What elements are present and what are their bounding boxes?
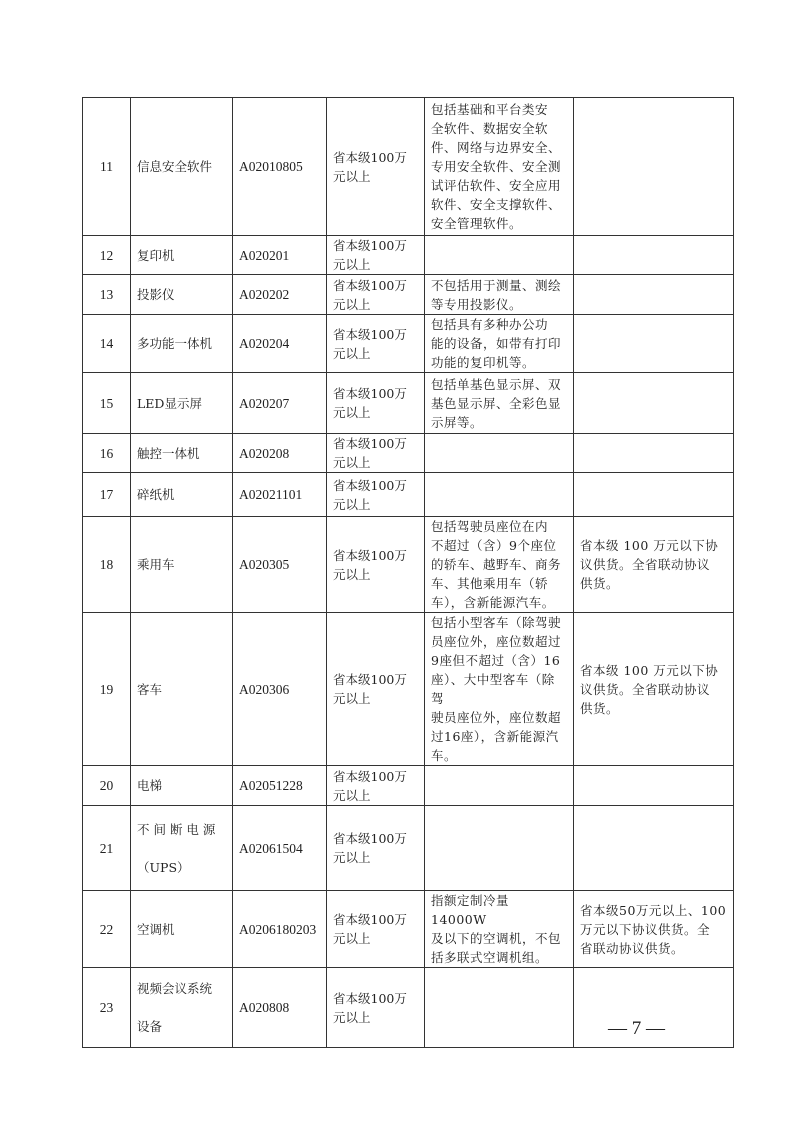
note-cell [574,473,734,517]
item-number-cell: 17 [83,473,131,517]
threshold-cell: 省本级100万 元以上 [327,434,425,473]
page-number: — 7 — [608,1018,665,1039]
item-code-cell: A02051228 [233,766,327,806]
item-code-cell: A020204 [233,315,327,373]
table-row [83,891,734,968]
note-cell [574,315,734,373]
note-cell: 省本级 100 万元以下协 议供货。全省联动协议 供货。 [574,517,734,613]
item-name-cell: 触控一体机 [131,434,233,473]
table-row [83,473,734,517]
item-number-cell: 18 [83,517,131,613]
threshold-cell: 省本级100万 元以上 [327,98,425,236]
threshold-cell: 省本级100万 元以上 [327,891,425,968]
item-number-cell: 23 [83,968,131,1048]
item-number-cell: 22 [83,891,131,968]
note-cell [574,373,734,434]
threshold-cell: 省本级100万 元以上 [327,275,425,315]
threshold-cell: 省本级100万 元以上 [327,517,425,613]
table-row [83,98,734,236]
item-name-cell: 投影仪 [131,275,233,315]
table-row [83,766,734,806]
note-cell: 省本级50万元以上、100 万元以下协议供货。全 省联动协议供货。 [574,891,734,968]
table-row [83,373,734,434]
item-name-cell: 视频会议系统 设备 [131,968,233,1048]
item-name-cell: 不 间 断 电 源 （UPS） [131,806,233,891]
item-number-cell: 19 [83,613,131,766]
table-row [83,517,734,613]
item-name-cell: 乘用车 [131,517,233,613]
threshold-cell: 省本级100万 元以上 [327,766,425,806]
item-number-cell: 15 [83,373,131,434]
description-cell [425,473,574,517]
threshold-cell: 省本级100万 元以上 [327,236,425,275]
item-code-cell: A020208 [233,434,327,473]
description-cell [425,434,574,473]
note-cell: 省本级 100 万元以下协 议供货。全省联动协议 供货。 [574,613,734,766]
item-name-cell: 复印机 [131,236,233,275]
threshold-cell: 省本级100万 元以上 [327,613,425,766]
threshold-cell: 省本级100万 元以上 [327,473,425,517]
item-code-cell: A020201 [233,236,327,275]
item-number-cell: 16 [83,434,131,473]
table-row [83,434,734,473]
item-code-cell: A020808 [233,968,327,1048]
note-cell [574,98,734,236]
item-number-cell: 12 [83,236,131,275]
item-number-cell: 13 [83,275,131,315]
description-cell: 不包括用于测量、测绘 等专用投影仪。 [425,275,574,315]
item-code-cell: A020306 [233,613,327,766]
table-row [83,806,734,891]
item-number-cell: 21 [83,806,131,891]
table-row [83,275,734,315]
table-row [83,236,734,275]
item-name-cell: LED显示屏 [131,373,233,434]
description-cell: 指额定制冷量 14000W 及以下的空调机，不包 括多联式空调机组。 [425,891,574,968]
item-number-cell: 20 [83,766,131,806]
threshold-cell: 省本级100万 元以上 [327,806,425,891]
description-cell: 包括具有多种办公功 能的设备，如带有打印 功能的复印机等。 [425,315,574,373]
threshold-cell: 省本级100万 元以上 [327,373,425,434]
note-cell [574,806,734,891]
procurement-catalog-table [82,97,734,1048]
item-code-cell: A0206180203 [233,891,327,968]
description-cell: 包括基础和平台类安 全软件、数据安全软 件、网络与边界安全、 专用安全软件、安全测 试评估软件、安全应用 软件、安全支撑软件、 安全管理软件。 [425,98,574,236]
description-cell [425,968,574,1048]
note-cell [574,275,734,315]
item-name-cell: 空调机 [131,891,233,968]
item-name-cell: 客车 [131,613,233,766]
description-cell [425,806,574,891]
item-code-cell: A02061504 [233,806,327,891]
description-cell: 包括小型客车（除驾驶 员座位外，座位数超过 9座但不超过（含）16 座）、大中型客车（除驾 驶员座位外，座位数超 过16座），含新能源汽 车。 [425,613,574,766]
item-name-cell: 信息安全软件 [131,98,233,236]
description-cell [425,766,574,806]
item-code-cell: A020202 [233,275,327,315]
table-row [83,613,734,766]
description-cell: 包括驾驶员座位在内 不超过（含）9个座位 的轿车、越野车、商务 车、其他乘用车（轿 车），含新能源汽车。 [425,517,574,613]
item-number-cell: 11 [83,98,131,236]
item-number-cell: 14 [83,315,131,373]
item-code-cell: A020207 [233,373,327,434]
item-name-cell: 碎纸机 [131,473,233,517]
item-name-cell: 多功能一体机 [131,315,233,373]
threshold-cell: 省本级100万 元以上 [327,968,425,1048]
table-row [83,315,734,373]
note-cell [574,434,734,473]
item-code-cell: A02010805 [233,98,327,236]
item-code-cell: A02021101 [233,473,327,517]
note-cell [574,236,734,275]
description-cell [425,236,574,275]
item-code-cell: A020305 [233,517,327,613]
item-name-cell: 电梯 [131,766,233,806]
description-cell: 包括单基色显示屏、双 基色显示屏、全彩色显 示屏等。 [425,373,574,434]
note-cell [574,766,734,806]
threshold-cell: 省本级100万 元以上 [327,315,425,373]
